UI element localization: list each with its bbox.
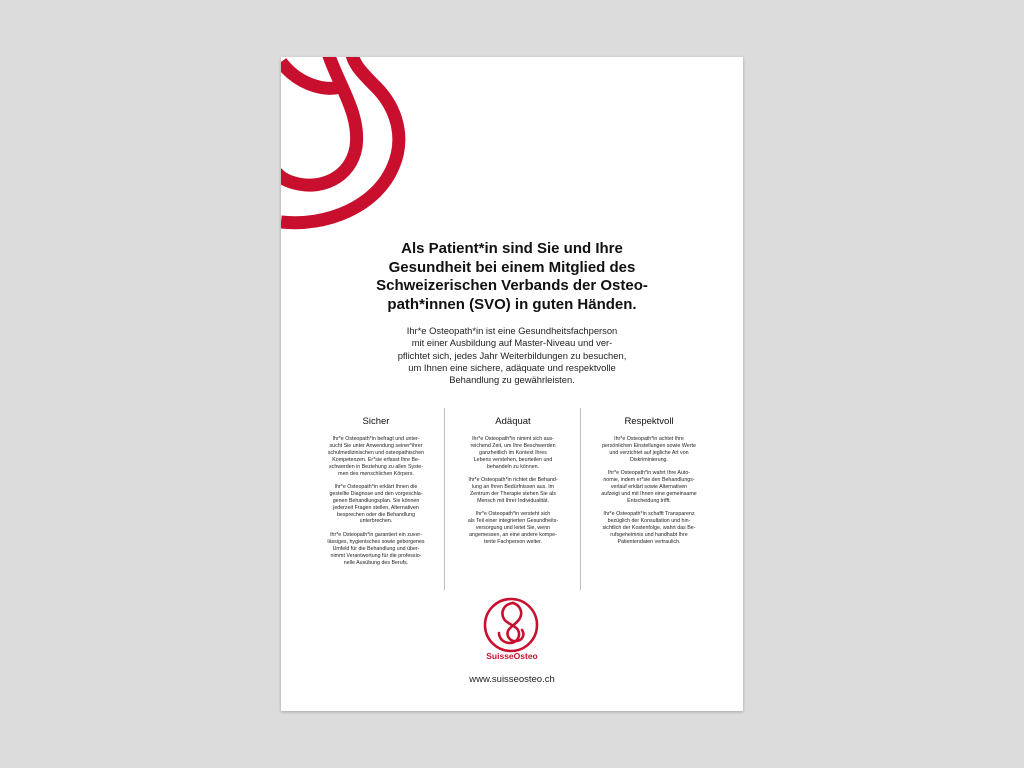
para-line: Ihr*e Osteopath*in schafft Transparenz [603, 511, 695, 518]
para-line: Diskriminierung. [630, 456, 668, 463]
columns [308, 406, 716, 590]
headline-line: Schweizerischen Verbands der Osteo- [376, 277, 648, 294]
para-line: sichtlich der Kostenfolge, wahrt das Be- [602, 524, 696, 531]
column-sicher [308, 406, 444, 590]
column-respektvoll [581, 406, 717, 590]
para-line: Ihr*e Osteopath*in befragt und unter- [332, 436, 420, 442]
headline-line: Als Patient*in sind Sie und Ihre [401, 240, 623, 257]
para-line: Patientendaten vertraulich. [617, 538, 681, 545]
para-line: nelle Ausübung des Berufs. [343, 559, 409, 566]
column-title: Sicher [362, 416, 390, 427]
para-line: rufsgeheimnis und handhabt Ihre [610, 531, 688, 538]
para-line: schulmedizinischen und osteopathischen [327, 449, 425, 456]
para-line: angemessen, an eine andere kompe- [469, 531, 557, 538]
para-line: genen Behandlungsplan. Sie können [332, 497, 420, 504]
para-line: Kompetenzen. Er*sie erfasst Ihre Be- [332, 456, 420, 463]
para-line: Mensch mit Ihrer Individualität. [477, 497, 549, 504]
suisseosteo-logo-icon [482, 596, 540, 654]
para-line: schwerden in Beziehung zu allen Syste- [329, 463, 423, 470]
intro-line: Ihr*e Osteopath*in ist eine Gesundheitsfachperson [406, 325, 618, 336]
para-line: verlauf erklärt sowie Alternativen [610, 483, 688, 490]
para-line: Ihr*e Osteopath*in nimmt sich aus- [472, 436, 554, 442]
para-line: bezüglich der Konsultation und hin- [607, 518, 691, 525]
column-title: Adäquat [495, 416, 531, 427]
para-line: nimmt Verantwortung für die professio- [330, 552, 422, 559]
column-paragraph [308, 484, 444, 525]
para-line: jederzeit Fragen stellen, Alternativen [333, 504, 419, 511]
intro-line: um Ihnen eine sichere, adäquate und respektvolle [408, 361, 616, 373]
para-line: Entscheidung trifft. [627, 497, 671, 504]
column-adaequat [445, 406, 581, 590]
para-line: Ihr*e Osteopath*in erklärt Ihnen die [334, 483, 418, 490]
para-line: men des menschlichen Körpers. [338, 470, 414, 477]
column-paragraph [445, 477, 581, 505]
para-line: reichend Zeit, um Ihre Beschwerden [470, 442, 556, 449]
para-line: Umfeld für die Behandlung und über- [332, 545, 420, 552]
poster-sheet [281, 57, 743, 711]
para-line: unterbrechen. [359, 518, 393, 525]
para-line: Ihr*e Osteopath*in versteht sich [475, 511, 551, 518]
para-line: lässiges, hygienisches sowie geborgenes [327, 538, 425, 545]
para-line: Ihr*e Osteopath*in garantiert ein zuver- [330, 531, 422, 538]
column-paragraph [445, 511, 581, 546]
intro-line: Behandlung zu gewährleisten. [449, 374, 575, 386]
decorative-logo-arc-icon [281, 57, 421, 237]
intro-line: pflichtet sich, jedes Jahr Weiterbildungen zu besuchen, [397, 349, 627, 361]
intro-text [281, 325, 743, 386]
column-title: Respektvoll [624, 416, 674, 427]
headline [281, 240, 743, 314]
intro-line: mit einer Ausbildung auf Master-Niveau und ver- [411, 337, 613, 349]
para-line: Lebens verstehen, beurteilen und [473, 456, 553, 463]
column-paragraph [308, 436, 444, 477]
para-line: ganzheitlich im Kontext Ihres [479, 449, 547, 456]
para-line: aufzeigt und mit Ihnen eine gemeinsame [601, 490, 697, 497]
para-line: tente Fachperson weiter. [483, 538, 542, 545]
para-line: Ihr*e Osteopath*in richtet die Behand- [468, 477, 558, 484]
website-url[interactable]: www.suisseosteo.ch [469, 674, 555, 685]
para-line: versorgung und leitet Sie, wenn [475, 524, 551, 531]
para-line: als Teil einer integrierten Gesundheits- [467, 518, 559, 525]
para-line: persönlichen Einstellungen sowie Werte [602, 442, 696, 449]
headline-line: Gesundheit bei einem Mitglied des [388, 258, 636, 276]
column-paragraph [445, 436, 581, 471]
column-paragraph [308, 532, 444, 567]
para-line: sucht Sie unter Anwendung seiner*ihrer [329, 442, 423, 449]
para-line: Zentrum der Therapie stehen Sie als [470, 490, 556, 497]
column-paragraph [581, 511, 717, 546]
para-line: Ihr*e Osteopath*in achtet Ihre [614, 436, 684, 442]
para-line: Ihr*e Osteopath*in wahrt Ihre Auto- [607, 470, 691, 477]
column-paragraph [581, 470, 717, 505]
para-line: behandeln zu können. [486, 463, 540, 470]
para-line: und verzichtet auf jegliche Art von [609, 449, 689, 456]
para-line: nomie, indem er*sie den Behandlungs- [603, 477, 695, 484]
column-paragraph [581, 436, 717, 464]
headline-line: path*innen (SVO) in guten Händen. [387, 295, 637, 313]
para-line: gestellte Diagnose und den vorgeschla- [329, 490, 423, 497]
logo-wordmark: SuisseOsteo [486, 651, 538, 661]
para-line: besprechen oder die Behandlung [336, 511, 416, 518]
para-line: lung an Ihren Bedürfnissen aus. Im [471, 483, 555, 490]
